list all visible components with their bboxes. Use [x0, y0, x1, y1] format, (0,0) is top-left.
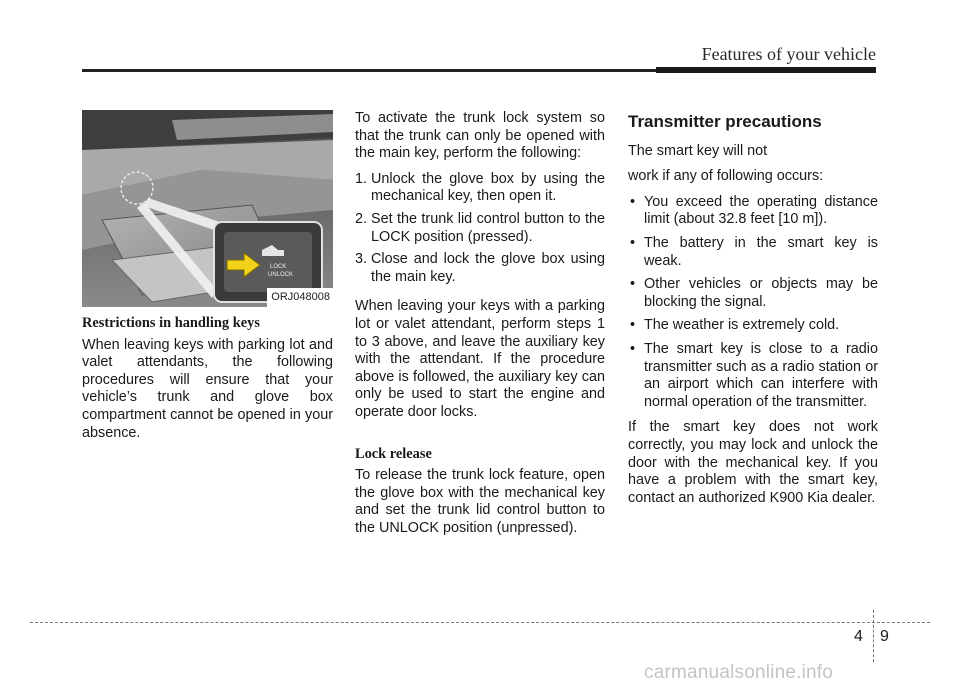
- list-item: • The weather is extremely cold.: [628, 317, 878, 335]
- restrictions-paragraph: When leaving keys with parking lot and valet attendants, the following procedures will ensure that your vehicle’s trunk and glove box compartment cannot be opened in your absence.: [82, 336, 333, 441]
- glovebox-figure: [82, 110, 333, 307]
- list-item: • You exceed the operating distance limit (about 32.8 feet [10 m]).: [628, 194, 878, 229]
- smart-key-line-1: The smart key will not: [628, 142, 768, 159]
- header-rule-accent: [656, 67, 876, 73]
- valet-paragraph: When leaving your keys with a parking lot or valet attendant, perform steps 1 to 3 above, and leave the auxiliary key with the attendant. If the procedure above is followed, the auxiliary key can only be used to start the engine and operate door locks.: [355, 298, 605, 420]
- step-number: 2.: [355, 210, 368, 227]
- page-number-divider: [873, 610, 874, 662]
- list-item: • The battery in the smart key is weak.: [628, 235, 878, 270]
- glovebox-illustration: [82, 110, 333, 307]
- transmitter-heading: Transmitter precautions: [628, 112, 822, 131]
- column-2: [355, 110, 605, 545]
- step-item: [355, 211, 605, 246]
- smart-key-fallback-paragraph: If the smart key does not work correctly, you may lock and unlock the door with the mechanical key. If you have a problem with the smart key, contact an authorized K900 Kia dealer.: [628, 419, 878, 506]
- smart-key-line-2: work if any of following occurs:: [628, 168, 824, 185]
- precaution-list: [628, 194, 878, 412]
- lock-release-heading: Lock release: [355, 445, 432, 462]
- trunk-lock-intro: To activate the trunk lock system so that the trunk can only be opened with the main key, perform the following:: [355, 110, 605, 162]
- watermark: carmanualsonline.info: [644, 662, 834, 683]
- figure-unlock-label: UNLOCK: [268, 272, 294, 278]
- footer-rule: [30, 622, 930, 623]
- lock-release-paragraph: To release the trunk lock feature, open the glove box with the mechanical key and set the trunk lid control button to the UNLOCK position (unpressed).: [355, 467, 605, 536]
- step-number: 1.: [355, 170, 368, 187]
- column-3: [628, 110, 878, 515]
- list-item: • The smart key is close to a radio transmitter such as a radio station or an airport which can interfere with normal operation of the transmitter.: [628, 341, 878, 411]
- page-number: 9: [880, 628, 889, 645]
- figure-code: ORJ048008: [267, 288, 333, 307]
- step-number: 3.: [355, 251, 368, 268]
- step-text: Close and lock the glove box using the main key.: [371, 251, 605, 285]
- restrictions-heading: Restrictions in handling keys: [82, 315, 260, 331]
- step-text: Set the trunk lid control button to the LOCK position (pressed).: [371, 210, 605, 245]
- figure-lock-label: LOCK: [270, 264, 287, 270]
- trunk-lock-steps: [355, 171, 605, 287]
- step-text: Unlock the glove box by using the mechanical key, then open it.: [371, 170, 605, 205]
- column-1: [82, 110, 333, 450]
- chapter-number: 4: [854, 628, 863, 645]
- section-title: Features of your vehicle: [701, 44, 876, 64]
- list-item: • Other vehicles or objects may be blocking the signal.: [628, 276, 878, 311]
- step-item: [355, 251, 605, 286]
- step-item: [355, 171, 605, 206]
